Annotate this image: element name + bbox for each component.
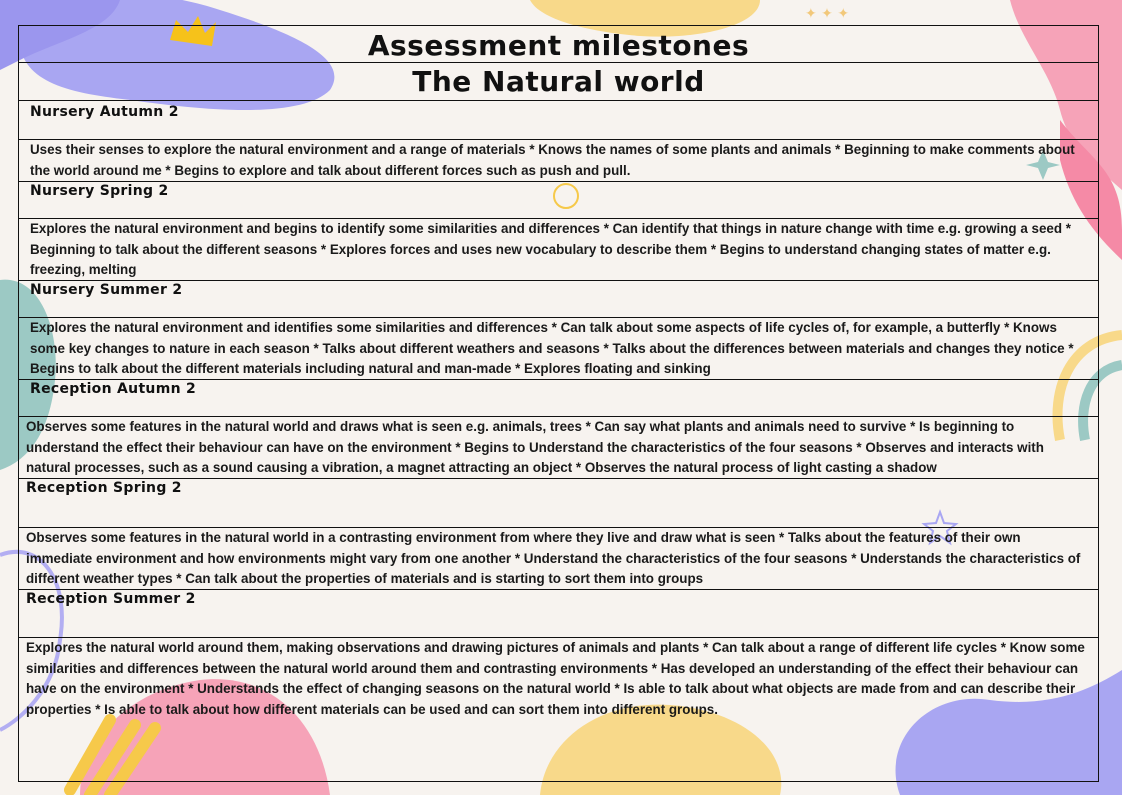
divider xyxy=(19,280,1098,281)
section-text: Uses their senses to explore the natural environment and a range of materials * Knows the names of some plants and animals * Beginning to make comments about the world around me * Begins to explore and talk about different forces such as push and pull. xyxy=(30,142,1075,178)
section-heading: Nursery Spring 2 xyxy=(30,183,169,199)
section-heading: Reception Spring 2 xyxy=(26,480,182,496)
milestones-table xyxy=(18,25,1099,782)
sparkle-icon: ✦ ✦ ✦ xyxy=(805,6,850,22)
divider xyxy=(19,62,1098,63)
section-text: Explores the natural world around them, making observations and drawing pictures of animals and plants * Can talk about a range of different life cycles * Know some similarities and differences between the natural world around them and contrasting environments * Has developed an understanding of the effect their behaviour can have on the environment * Understands the effect of changing seasons on the natural world * Is able to talk about what objects are made from and can describe their properties * Is able to talk about how different materials can be used and can sort them into different groups. xyxy=(26,640,1085,717)
divider xyxy=(19,478,1098,479)
divider xyxy=(19,181,1098,182)
section-text: Explores the natural environment and begins to identify some similarities and differences * Can identify that things in nature change with time e.g. growing a seed * Beginning to talk about the different seasons * Explores forces and uses new vocabulary to describe them * Begins to understand changing states of matter e.g. freezing, melting xyxy=(30,221,1071,277)
section-text: Observes some features in the natural world and draws what is seen e.g. animals, trees * Can say what plants and animals need to survive * Is beginning to understand the effect their behaviour can have on the environment * Begins to Understand the characteristics of the four seasons * Observes and interacts with natural processes, such as a sound causing a vibration, a magnet attracting an object * Observes the natural process of light casting a shadow xyxy=(26,419,1044,475)
section-heading: Nursery Autumn 2 xyxy=(30,104,179,120)
section-text: Explores the natural environment and identifies some similarities and differences * Can talk about some aspects of life cycles of, for example, a butterfly * Knows some key changes to nature in each season * Talks about different weathers and seasons * Talks about the differences between materials and changes they notice * Begins to talk about the different materials including natural and man-made * Explores floating and sinking xyxy=(30,320,1074,376)
page-title: Assessment milestones xyxy=(367,29,750,62)
section-heading: Reception Autumn 2 xyxy=(30,381,197,397)
divider xyxy=(19,100,1098,101)
divider xyxy=(19,379,1098,380)
section-heading: Reception Summer 2 xyxy=(26,591,196,607)
page-subtitle: The Natural world xyxy=(412,65,705,98)
section-text: Observes some features in the natural world in a contrasting environment from where they live and draw what is seen * Talks about the features of their own immediate environment and how environments might vary from one another * Understand the characteristics of the four seasons * Understands the characteristics of different weather types * Can talk about the properties of materials and is starting to sort them into groups xyxy=(26,530,1081,586)
divider xyxy=(19,589,1098,590)
section-heading: Nursery Summer 2 xyxy=(30,282,183,298)
